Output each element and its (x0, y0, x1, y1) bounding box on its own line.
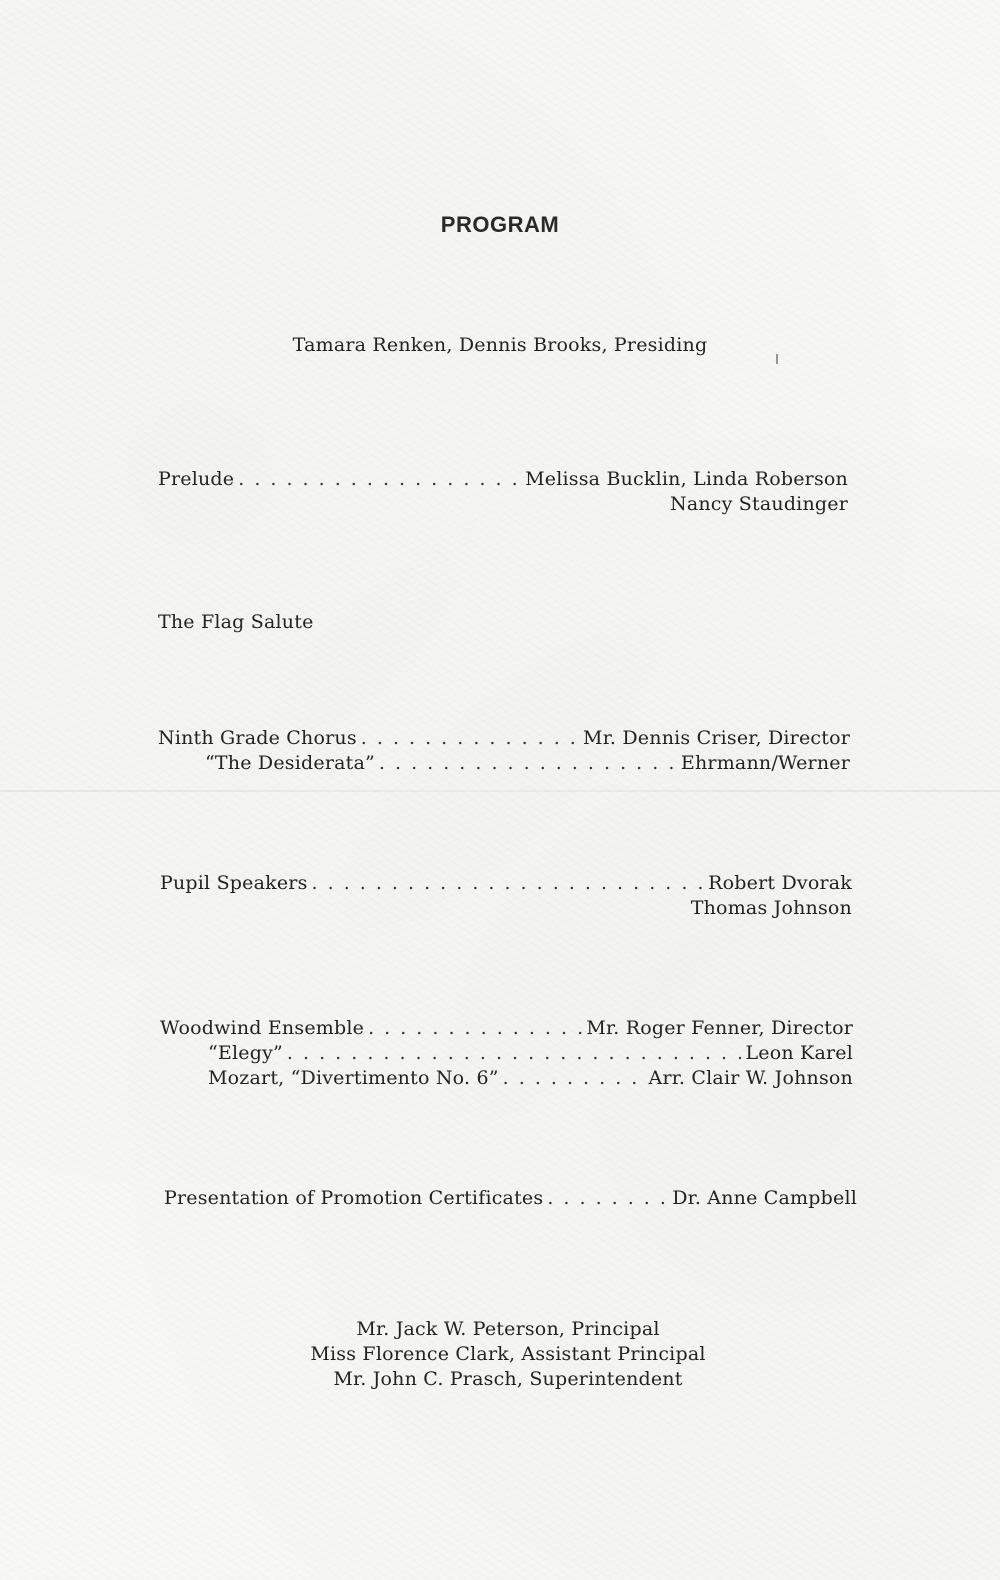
official-principal: Mr. Jack W. Peterson, Principal (356, 1318, 660, 1340)
woodwind-piece2-row (208, 1067, 853, 1089)
speakers-label: Pupil Speakers (160, 872, 308, 894)
leader-dots (503, 1067, 645, 1089)
leader-dots (312, 872, 705, 894)
leader-dots (361, 727, 579, 749)
prelude-performers: Melissa Bucklin, Linda Roberson (525, 468, 848, 490)
woodwind-piece2-arranger: Arr. Clair W. Johnson (648, 1067, 853, 1089)
chorus-row (158, 727, 850, 749)
leader-dots (368, 1017, 582, 1039)
speaker-1: Robert Dvorak (708, 872, 852, 894)
certificates-row (164, 1187, 857, 1209)
chorus-composer: Ehrmann/Werner (680, 752, 850, 774)
woodwind-piece1-row (208, 1042, 853, 1064)
chorus-director: Mr. Dennis Criser, Director (583, 727, 850, 749)
official-superintendent: Mr. John C. Prasch, Superintendent (333, 1368, 683, 1390)
chorus-piece-row (205, 752, 850, 774)
woodwind-director: Mr. Roger Fenner, Director (586, 1017, 853, 1039)
leader-dots (379, 752, 677, 774)
speaker-2: Thomas Johnson (690, 897, 852, 919)
woodwind-piece1-composer: Leon Karel (745, 1042, 853, 1064)
fold-crease (0, 790, 1000, 792)
leader-dots (287, 1042, 742, 1064)
official-assistant-principal: Miss Florence Clark, Assistant Principal (310, 1343, 706, 1365)
woodwind-row (160, 1017, 853, 1039)
chorus-piece: “The Desiderata” (205, 752, 375, 774)
leader-dots (547, 1187, 668, 1209)
prelude-performer-2: Nancy Staudinger (670, 493, 848, 515)
flag-salute: The Flag Salute (158, 611, 314, 633)
speakers-row (160, 872, 852, 894)
prelude-label: Prelude (158, 468, 235, 490)
woodwind-piece2: Mozart, “Divertimento No. 6” (208, 1067, 499, 1089)
chorus-label: Ninth Grade Chorus (158, 727, 357, 749)
presiding-line: Tamara Renken, Dennis Brooks, Presiding (292, 334, 708, 356)
leader-dots (238, 468, 521, 490)
woodwind-piece1: “Elegy” (208, 1042, 283, 1064)
woodwind-label: Woodwind Ensemble (160, 1017, 365, 1039)
program-title: PROGRAM (440, 212, 560, 237)
certificates-presenter: Dr. Anne Campbell (672, 1187, 857, 1209)
prelude-row (158, 468, 848, 490)
certificates-label: Presentation of Promotion Certificates (164, 1187, 544, 1209)
